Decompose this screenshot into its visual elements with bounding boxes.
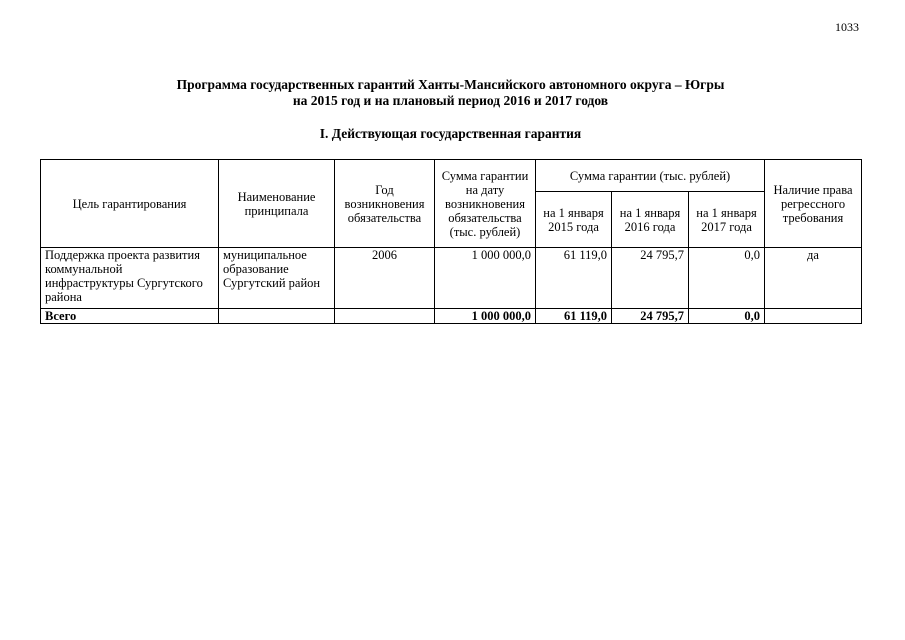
header-regress: Наличие права регрессного требования [765, 160, 862, 248]
table-row [41, 248, 862, 309]
document-title [40, 77, 861, 109]
header-jan-2016: на 1 января 2016 года [612, 192, 689, 248]
total-jan-2015: 61 119,0 [536, 309, 612, 324]
guarantee-table [40, 159, 862, 324]
header-jan-2017: на 1 января 2017 года [689, 192, 765, 248]
total-jan-2016: 24 795,7 [612, 309, 689, 324]
cell-sum-at-date: 1 000 000,0 [435, 248, 536, 309]
header-jan-2015: на 1 января 2015 года [536, 192, 612, 248]
section-title: I. Действующая государственная гарантия [319, 126, 582, 141]
cell-purpose: Поддержка проекта развития коммунальной инфраструктуры Сургутского района [41, 248, 219, 309]
cell-jan-2015: 61 119,0 [536, 248, 612, 309]
total-label: Всего [41, 309, 219, 324]
total-empty-year [335, 309, 435, 324]
header-sum-at-date: Сумма гарантии на дату возникновения обязательства (тыс. рублей) [435, 160, 536, 248]
cell-regress: да [765, 248, 862, 309]
cell-principal: муниципальное образование Сургутский район [219, 248, 335, 309]
header-purpose: Цель гарантирования [41, 160, 219, 248]
page-number: 1033 [835, 20, 859, 34]
title-line-1: Программа государственных гарантий Ханты-Мансийского автономного округа – Югры [176, 77, 725, 92]
cell-year: 2006 [335, 248, 435, 309]
total-jan-2017: 0,0 [689, 309, 765, 324]
title-line-2: на 2015 год и на плановый период 2016 и 2017 годов [292, 93, 609, 108]
header-year: Год возникновения обязательства [335, 160, 435, 248]
header-row-1 [41, 160, 862, 192]
header-sum-group: Сумма гарантии (тыс. рублей) [536, 160, 765, 192]
total-empty-principal [219, 309, 335, 324]
header-principal: Наименование принципала [219, 160, 335, 248]
total-row [41, 309, 862, 324]
total-sum-at-date: 1 000 000,0 [435, 309, 536, 324]
cell-jan-2017: 0,0 [689, 248, 765, 309]
cell-jan-2016: 24 795,7 [612, 248, 689, 309]
total-empty-regress [765, 309, 862, 324]
